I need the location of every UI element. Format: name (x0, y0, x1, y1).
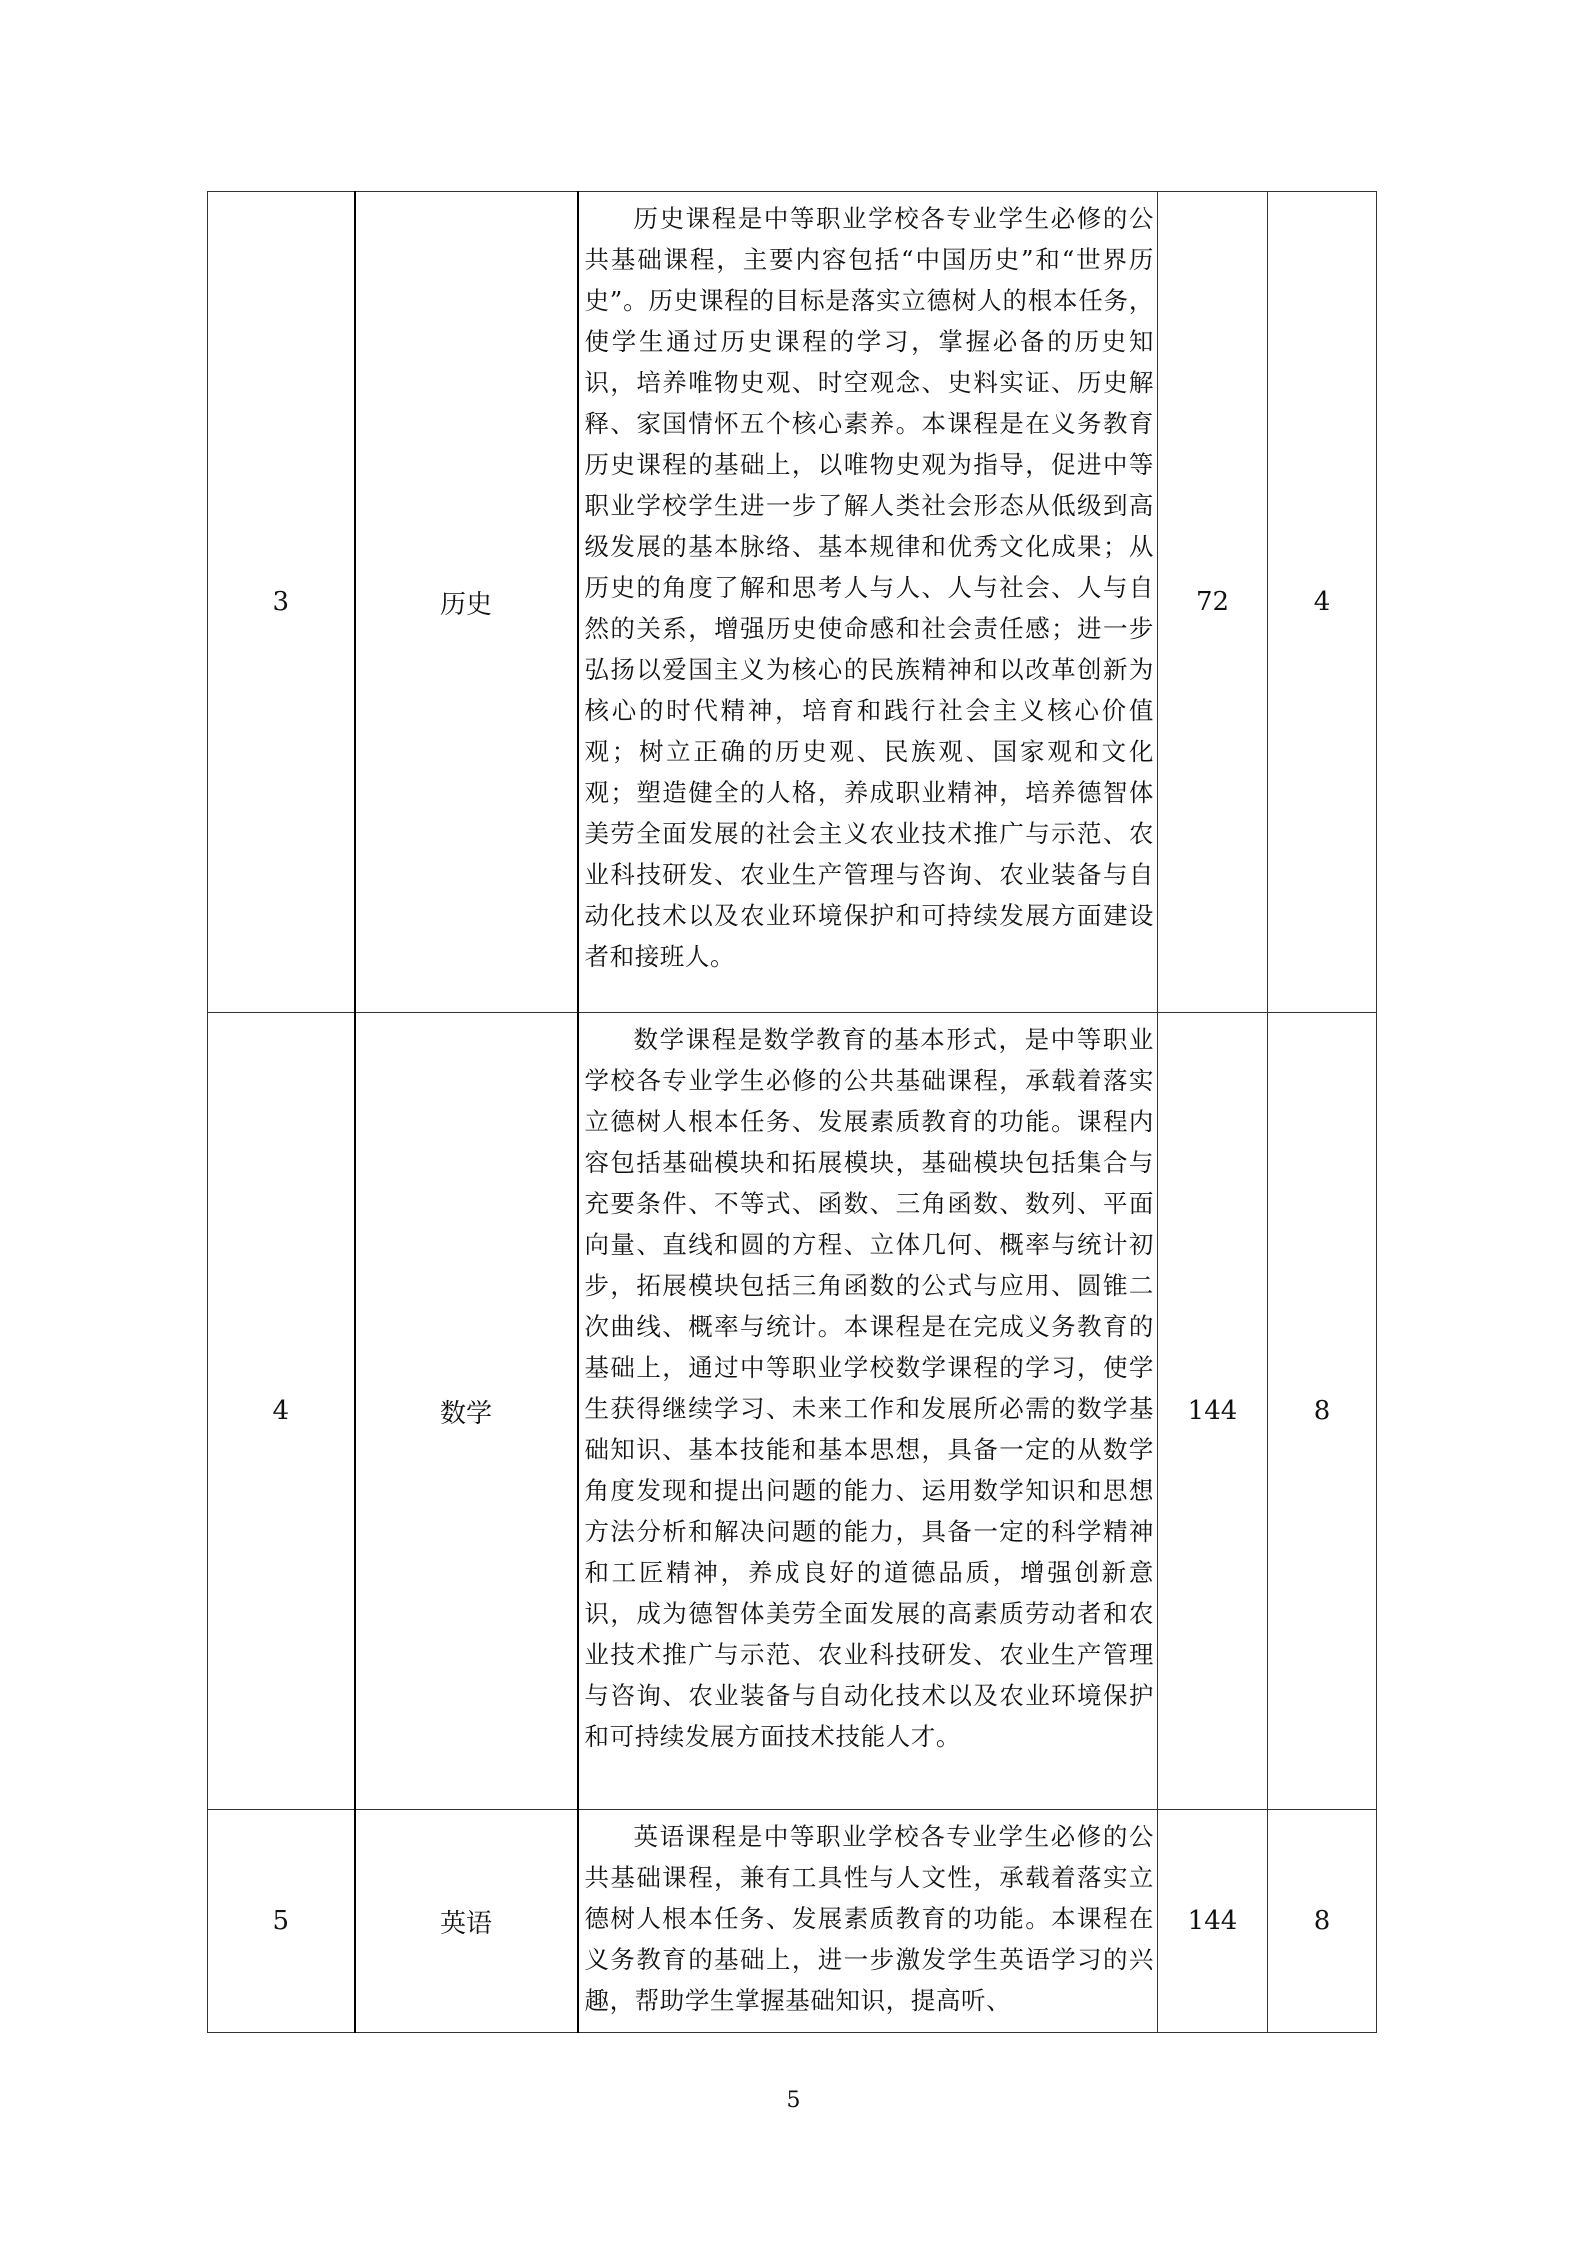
course-description-text: 数学课程是数学教育的基本形式，是中等职业学校各专业学生必修的公共基础课程，承载着落实立德树人根本任务、发展素质教育的功能。课程内容包括基础模块和拓展模块，基础模块包括集合与充要条件、不等式、函数、三角函数、数列、平面向量、直线和圆的方程、立体几何、概率与统计初步，拓展模块包括三角函数的公式与应用、圆锥二次曲线、概率与统计。本课程是在完成义务教育的基础上，通过中等职业学校数学课程的学习，使学生获得继续学习、未来工作和发展所必需的数学基础知识、基本技能和基本思想，具备一定的从数学角度发现和提出问题的能力、运用数学知识和思想方法分析和解决问题的能力，具备一定的科学精神和工匠精神，养成良好的道德品质，增强创新意识，成为德智体美劳全面发展的高素质劳动者和农业技术推广与示范、农业科技研发、农业生产管理与咨询、农业装备与自动化技术以及农业环境保护和可持续发展方面技术技能人才。 (584, 1025, 1154, 1751)
page-number: 5 (786, 2088, 801, 2113)
course-hours: 144 (1158, 1810, 1268, 2033)
course-hours: 72 (1158, 192, 1268, 1013)
course-credits: 8 (1268, 1810, 1377, 2033)
course-number: 3 (208, 192, 355, 1013)
course-name: 历史 (355, 192, 578, 1013)
course-number: 5 (208, 1810, 355, 2033)
course-description (578, 1013, 1158, 1810)
course-table (207, 191, 1377, 2033)
table-row (208, 192, 1377, 1013)
table-row (208, 1810, 1377, 2033)
course-description-text: 历史课程是中等职业学校各专业学生必修的公共基础课程，主要内容包括“中国历史”和“世界历史”。历史课程的目标是落实立德树人的根本任务，使学生通过历史课程的学习，掌握必备的历史知识，培养唯物史观、时空观念、史料实证、历史解释、家国情怀五个核心素养。本课程是在义务教育历史课程的基础上，以唯物史观为指导，促进中等职业学校学生进一步了解人类社会形态从低级到高级发展的基本脉络、基本规律和优秀文化成果；从历史的角度了解和思考人与人、人与社会、人与自然的关系，增强历史使命感和社会责任感；进一步弘扬以爱国主义为核心的民族精神和以改革创新为核心的时代精神，培育和践行社会主义核心价值观；树立正确的历史观、民族观、国家观和文化观；塑造健全的人格，养成职业精神，培养德智体美劳全面发展的社会主义农业技术推广与示范、农业科技研发、农业生产管理与咨询、农业装备与自动化技术以及农业环境保护和可持续发展方面建设者和接班人。 (584, 204, 1154, 971)
course-name: 英语 (355, 1810, 578, 2033)
course-description (578, 1810, 1158, 2033)
course-description (578, 192, 1158, 1013)
table-row (208, 1013, 1377, 1810)
course-name: 数学 (355, 1013, 578, 1810)
course-description-text: 英语课程是中等职业学校各专业学生必修的公共基础课程，兼有工具性与人文性，承载着落实立德树人根本任务、发展素质教育的功能。本课程在义务教育的基础上，进一步激发学生英语学习的兴趣，帮助学生掌握基础知识，提高听、 (584, 1822, 1154, 2015)
course-number: 4 (208, 1013, 355, 1810)
course-credits: 4 (1268, 192, 1377, 1013)
course-credits: 8 (1268, 1013, 1377, 1810)
course-hours: 144 (1158, 1013, 1268, 1810)
